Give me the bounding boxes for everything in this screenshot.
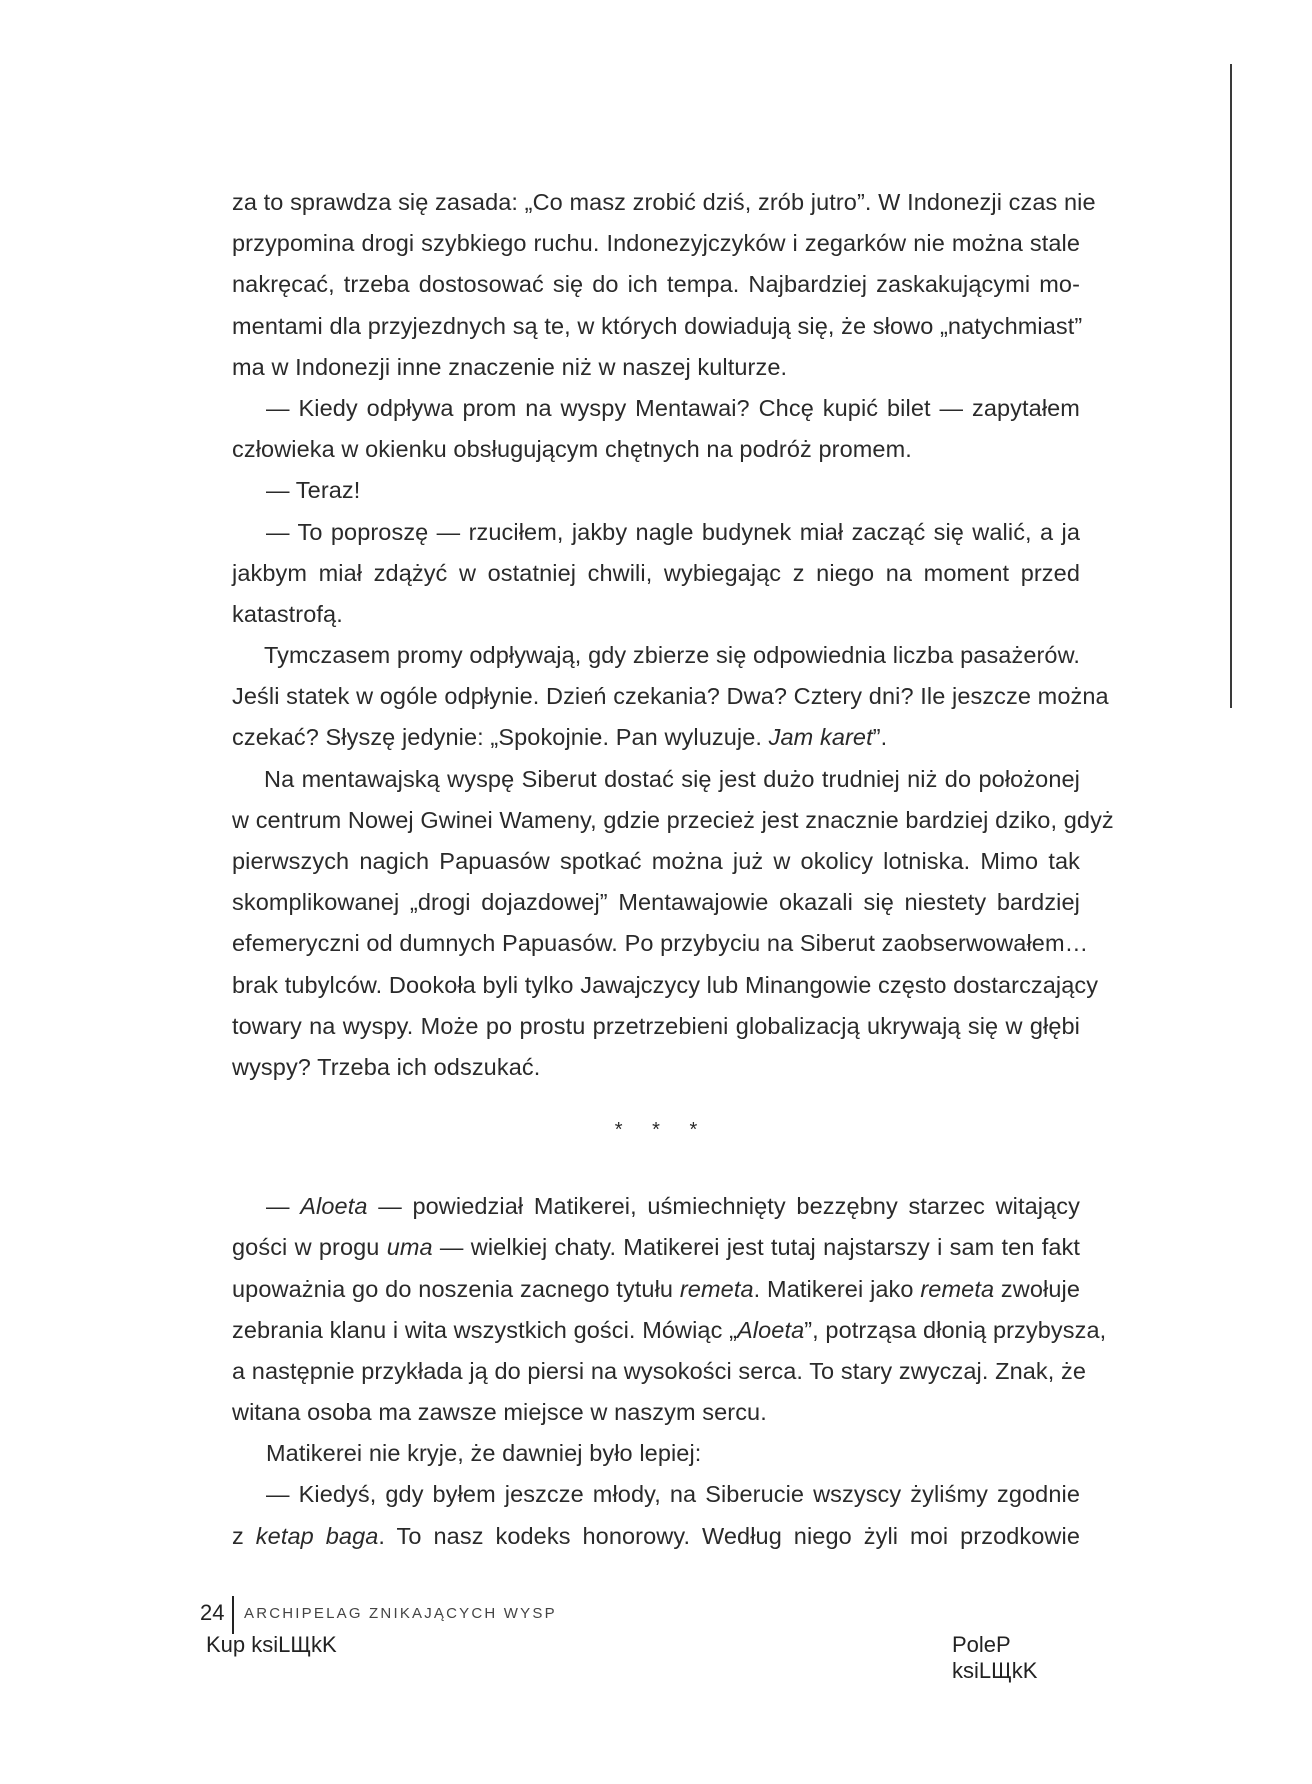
line-text: przypomina drogi szybkiego ruchu. Indonezyjczyków i zegarków nie można stale — [232, 230, 1080, 257]
line-text: ma w Indonezji inne znaczenie niż w naszej kulturze. — [232, 353, 788, 380]
text-line — [232, 841, 1080, 882]
folio-divider — [232, 1596, 234, 1634]
line-text: katastrofą. — [232, 600, 343, 627]
line-text: witana osoba ma zawsze miejsce w naszym sercu. — [232, 1399, 767, 1426]
text-line — [232, 923, 1089, 964]
line-text: zwołuje — [994, 1275, 1080, 1302]
line-text: — wielkiej chaty. Matikerei jest tutaj najstarszy i sam ten fakt — [432, 1234, 1080, 1261]
italic-term: ketap baga — [255, 1522, 379, 1549]
text-line — [232, 1047, 1080, 1088]
line-text: — Teraz! — [266, 477, 361, 504]
text-line — [232, 1516, 1080, 1557]
line-text: a następnie przykłada ją do piersi na wysokości serca. To stary zwyczaj. Znak, że — [232, 1357, 1087, 1384]
line-text: za to sprawdza się zasada: „Co masz zrobić dziś, zrób jutro”. W Indonezji czas nie — [232, 189, 1096, 215]
line-text: czekać? Słyszę jedynie: „Spokojnie. Pan wyluzuje. — [232, 724, 769, 751]
line-text: brak tubylców. Dookoła byli tylko Jawajczycy lub Minangowie często dostarczający — [232, 971, 1099, 998]
page-number: 24 — [200, 1600, 225, 1625]
line-text: — Kiedyś, gdy byłem jeszcze młody, na Siberucie wszyscy żyliśmy zgodnie — [266, 1481, 1080, 1508]
text-line — [232, 759, 1080, 800]
line-text: . To nasz kodeks honorowy. Według niego żyli moi przodkowie — [378, 1522, 1080, 1549]
line-text: gości w progu — [232, 1234, 387, 1261]
italic-term: Aloeta — [737, 1316, 805, 1343]
text-line — [232, 1392, 1080, 1433]
line-text: jakbym miał zdążyć w ostatniej chwili, wybiegając z niego na moment przed — [232, 559, 1080, 586]
text-line — [232, 1474, 1080, 1515]
text-line — [232, 347, 1080, 388]
text-line — [232, 1269, 1080, 1310]
text-line — [232, 264, 1080, 305]
line-text: mentami dla przyjezdnych są te, w których dowiadują się, że słowo „natychmiast” — [232, 312, 1083, 339]
italic-term: remeta — [920, 1275, 995, 1302]
text-line — [232, 1351, 1087, 1392]
line-text: — powiedział Matikerei, uśmiechnięty bezzębny starzec witający — [367, 1193, 1080, 1220]
line-text: pierwszych nagich Papuasów spotkać można już w okolicy lotniska. Mimo tak — [232, 848, 1080, 874]
line-text: — To poproszę — rzuciłem, jakby nagle budynek miał zacząć się walić, a ja — [266, 518, 1080, 545]
margin-rule — [1230, 64, 1232, 708]
text-line — [232, 1227, 1080, 1268]
text-line — [232, 182, 1096, 223]
text-line — [232, 717, 1080, 758]
text-line — [232, 553, 1080, 594]
line-text: wyspy? Trzeba ich odszukać. — [232, 1053, 541, 1080]
line-text: upoważnia go do noszenia zacnego tytułu — [232, 1275, 680, 1302]
line-text: Tymczasem promy odpływają, gdy zbierze się odpowiednia liczba pasażerów. — [264, 642, 1080, 669]
line-text: ”, potrząsa dłonią przybysza, — [804, 1316, 1107, 1343]
line-text: zebrania klanu i wita wszystkich gości. Mówiąc „ — [232, 1316, 738, 1343]
line-text: — — [266, 1193, 301, 1220]
text-line — [232, 1186, 1080, 1227]
text-line — [232, 594, 1080, 635]
italic-term: remeta — [679, 1275, 754, 1302]
text-line — [232, 800, 1114, 841]
text-line — [232, 429, 1080, 470]
section-separator: * * * — [614, 1119, 710, 1142]
text-line — [232, 1310, 1107, 1351]
running-title: ARCHIPELAG ZNIKAJĄCYCH WYSP — [244, 1605, 557, 1622]
text-line — [232, 1006, 1080, 1047]
text-line — [232, 470, 1080, 511]
line-text: ”. — [872, 724, 888, 751]
folio — [200, 1596, 1100, 1630]
text-line — [232, 676, 1109, 717]
text-line — [232, 1433, 1080, 1474]
page-footer — [200, 1596, 1100, 1683]
text-line — [232, 388, 1080, 429]
italic-term: uma — [386, 1234, 433, 1261]
paragraphs-part-2 — [232, 1186, 1107, 1557]
text-line — [232, 306, 1083, 347]
line-text: w centrum Nowej Gwinei Wameny, gdzie przecież jest znacznie bardziej dziko, gdyż — [232, 806, 1114, 833]
line-text: z — [232, 1522, 256, 1549]
line-text: towary na wyspy. Może po prostu przetrzebieni globalizacją ukrywają się w głębi — [232, 1012, 1080, 1039]
text-line — [232, 635, 1080, 676]
buy-book-link[interactable]: Kup ksiLЩkK — [206, 1632, 337, 1657]
line-text: Na mentawajską wyspę Siberut dostać się jest dużo trudniej niż do położonej — [264, 765, 1080, 792]
text-line — [232, 965, 1099, 1006]
line-text: . Matikerei jako — [753, 1275, 921, 1302]
line-text: nakręcać, trzeba dostosować się do ich tempa. Najbardziej zaskakującymi mo- — [232, 271, 1080, 298]
line-text: Matikerei nie kryje, że dawniej było lepiej: — [266, 1440, 702, 1467]
paragraphs-part-1 — [232, 182, 1114, 1088]
line-text: efemeryczni od dumnych Papuasów. Po przybyciu na Siberut zaobserwowałem… — [232, 930, 1089, 957]
body-text — [232, 182, 1114, 1557]
text-line — [232, 512, 1080, 553]
recommend-book-link[interactable]: PoleP ksiLЩkK — [952, 1632, 1038, 1683]
text-line — [232, 882, 1080, 923]
italic-term: Aloeta — [300, 1193, 368, 1220]
text-line — [232, 223, 1080, 264]
line-text: człowieka w okienku obsługującym chętnych na podróż promem. — [232, 436, 912, 463]
line-text: skomplikowanej „drogi dojazdowej” Mentawajowie okazali się niestety bardziej — [232, 889, 1080, 916]
line-text: Jeśli statek w ogóle odpłynie. Dzień czekania? Dwa? Cztery dni? Ile jeszcze można — [232, 683, 1109, 710]
italic-term: Jam karet — [768, 724, 873, 751]
line-text: — Kiedy odpływa prom na wyspy Mentawai? Chcę kupić bilet — zapytałem — [266, 394, 1080, 421]
